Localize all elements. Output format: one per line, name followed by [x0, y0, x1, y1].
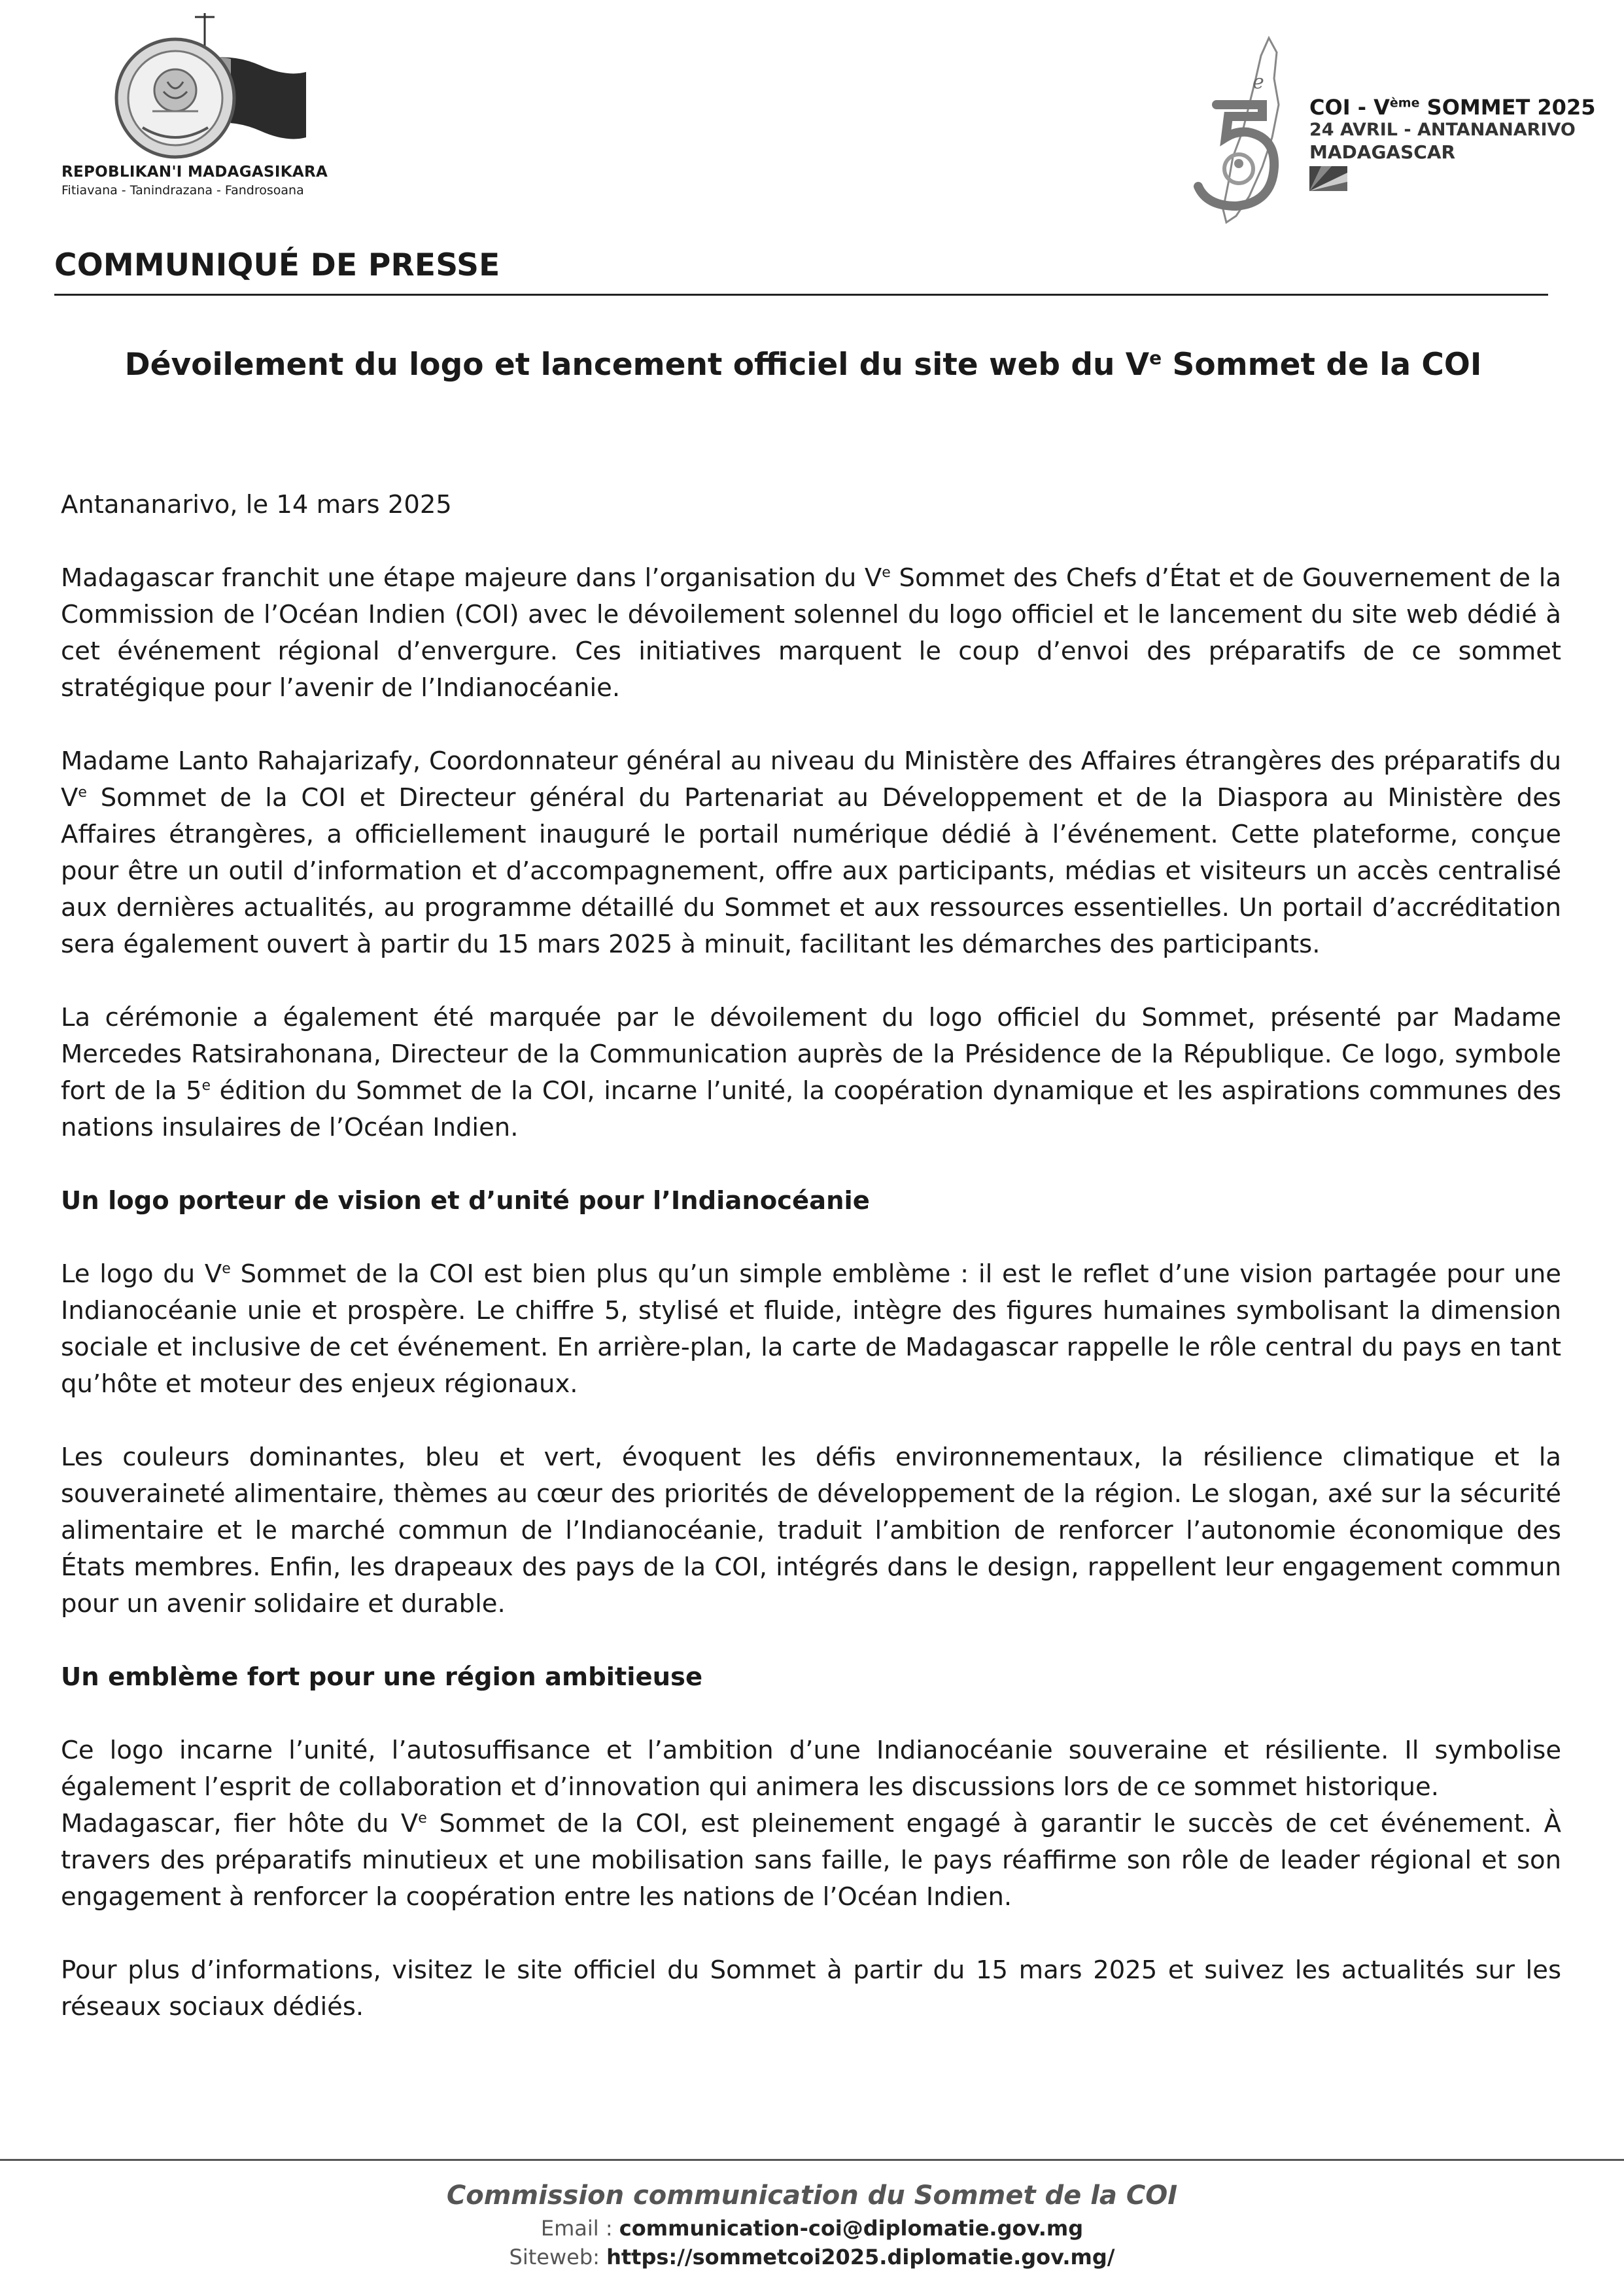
summit-5-madagascar-icon: [1171, 33, 1308, 229]
paragraph-4: Le logo du Ve Sommet de la COI est bien plus qu’un simple emblème : il est le reflet d’une vision partagée pour une Indianocéanie unie et prospère. Le chiffre 5, stylisé et fluide, intègre des figures humaines symbolisant la dimension sociale et inclusive de cet événement. En arrière-plan, la carte de Madagascar rappelle le rôle central du pays en tant qu’hôte et moteur des enjeux régionaux.: [61, 1259, 1561, 1399]
press-release-body: [61, 487, 1561, 2062]
footer-site-line: [0, 2243, 1624, 2271]
republic-motto: Fitiavana - Tanindrazana - Fandrosoana: [61, 183, 304, 198]
footer-email-label: Email :: [540, 2216, 619, 2241]
footer-email-line: [0, 2214, 1624, 2243]
footer-site-link[interactable]: https://sommetcoi2025.diplomatie.gov.mg/: [606, 2245, 1115, 2269]
paragraph-8: Pour plus d’informations, visitez le site officiel du Sommet à partir du 15 mars 2025 et suivez les actualités sur les réseaux sociaux dédiés.: [61, 1955, 1561, 2022]
document-type-heading: COMMUNIQUÉ DE PRESSE: [54, 247, 500, 283]
footer-site-label: Siteweb:: [509, 2245, 607, 2269]
republic-name: REPOBLIKAN'I MADAGASIKARA: [61, 164, 328, 181]
republic-seal-and-flag-icon: [90, 13, 326, 160]
document-title: Dévoilement du logo et lancement officiel du site web du Ve Sommet de la COI: [124, 347, 1482, 383]
footer: [0, 2177, 1624, 2271]
summit-date-place: 24 AVRIL - ANTANANARIVO: [1309, 120, 1576, 140]
summit-name: COI - Vème SOMMET 2025: [1309, 95, 1596, 120]
footer-email-link[interactable]: communication-coi@diplomatie.gov.mg: [619, 2216, 1084, 2241]
header-divider: [54, 294, 1548, 296]
paragraph-6: Ce logo incarne l’unité, l’autosuffisance et l’ambition d’une Indianocéanie souveraine et résiliente. Il symbolise également l’esprit de collaboration et d’innovation qui animera les discussions lors de ce sommet historique.: [61, 1736, 1561, 1802]
footer-title: Commission communication du Sommet de la COI: [446, 2181, 1178, 2211]
paragraph-5: Les couleurs dominantes, bleu et vert, évoquent les défis environnementaux, la résilience climatique et la souveraineté alimentaire, thèmes au cœur des priorités de développement de la région. Le slogan, axé sur la sécurité alimentaire et le marché commun de l’Indianocéanie, traduit l’ambition de renforcer l’autonomie économique des États membres. Enfin, les drapeaux des pays de la COI, intégrés dans le design, rappellent leur engagement commun pour un avenir solidaire et durable.: [61, 1443, 1561, 1619]
paragraph-3: La cérémonie a également été marquée par le dévoilement du logo officiel du Sommet, présenté par Madame Mercedes Ratsirahonana, Directeur de la Communication auprès de la Présidence de la République. Ce logo, symbole fort de la 5e édition du Sommet de la COI, incarne l’unité, la coopération dynamique et les aspirations communes des nations insulaires de l’Océan Indien.: [61, 1003, 1562, 1142]
section-heading-logo-vision: Un logo porteur de vision et d’unité pour l’Indianocéanie: [61, 1186, 870, 1216]
summit-logo: [1171, 33, 1596, 229]
footer-divider: [0, 2159, 1624, 2161]
section-heading-emblem: Un emblème fort pour une région ambitieuse: [61, 1662, 703, 1692]
summit-logo-superscript: e: [1253, 71, 1264, 94]
dateline: Antananarivo, le 14 mars 2025: [61, 490, 452, 519]
paragraph-1: Madagascar franchit une étape majeure dans l’organisation du Ve Sommet des Chefs d’État et de Gouvernement de la Commission de l’Océan Indien (COI) avec le dévoilement solennel du logo officiel et le lancement du site web dédié à cet événement régional d’envergure. Ces initiatives marquent le coup d’envoi des préparatifs de ce sommet stratégique pour l’avenir de l’Indianocéanie.: [61, 563, 1561, 703]
paragraph-2: Madame Lanto Rahajarizafy, Coordonnateur général au niveau du Ministère des Affaires étrangères des préparatifs du Ve Sommet de la COI et Directeur général du Partenariat au Développement et de la Diaspora au Ministère des Affaires étrangères, a officiellement inauguré le portail numérique dédié à l’événement. Cette plateforme, conçue pour être un outil d’information et d’accompagnement, offre aux participants, médias et visiteurs un accès centralisé aux dernières actualités, au programme détaillé du Sommet et aux ressources essentielles. Un portail d’accréditation sera également ouvert à partir du 15 mars 2025 à minuit, facilitant les démarches des participants.: [61, 746, 1561, 959]
republic-logo: [58, 13, 328, 203]
flag-seychelles-icon: [1309, 166, 1347, 191]
summit-country: MADAGASCAR: [1309, 141, 1456, 163]
paragraph-7: Madagascar, fier hôte du Ve Sommet de la COI, est pleinement engagé à garantir le succès de cet événement. À travers des préparatifs minutieux et une mobilisation sans faille, le pays réaffirme son rôle de leader régional et son engagement à renforcer la coopération entre les nations de l’Océan Indien.: [61, 1809, 1562, 1912]
